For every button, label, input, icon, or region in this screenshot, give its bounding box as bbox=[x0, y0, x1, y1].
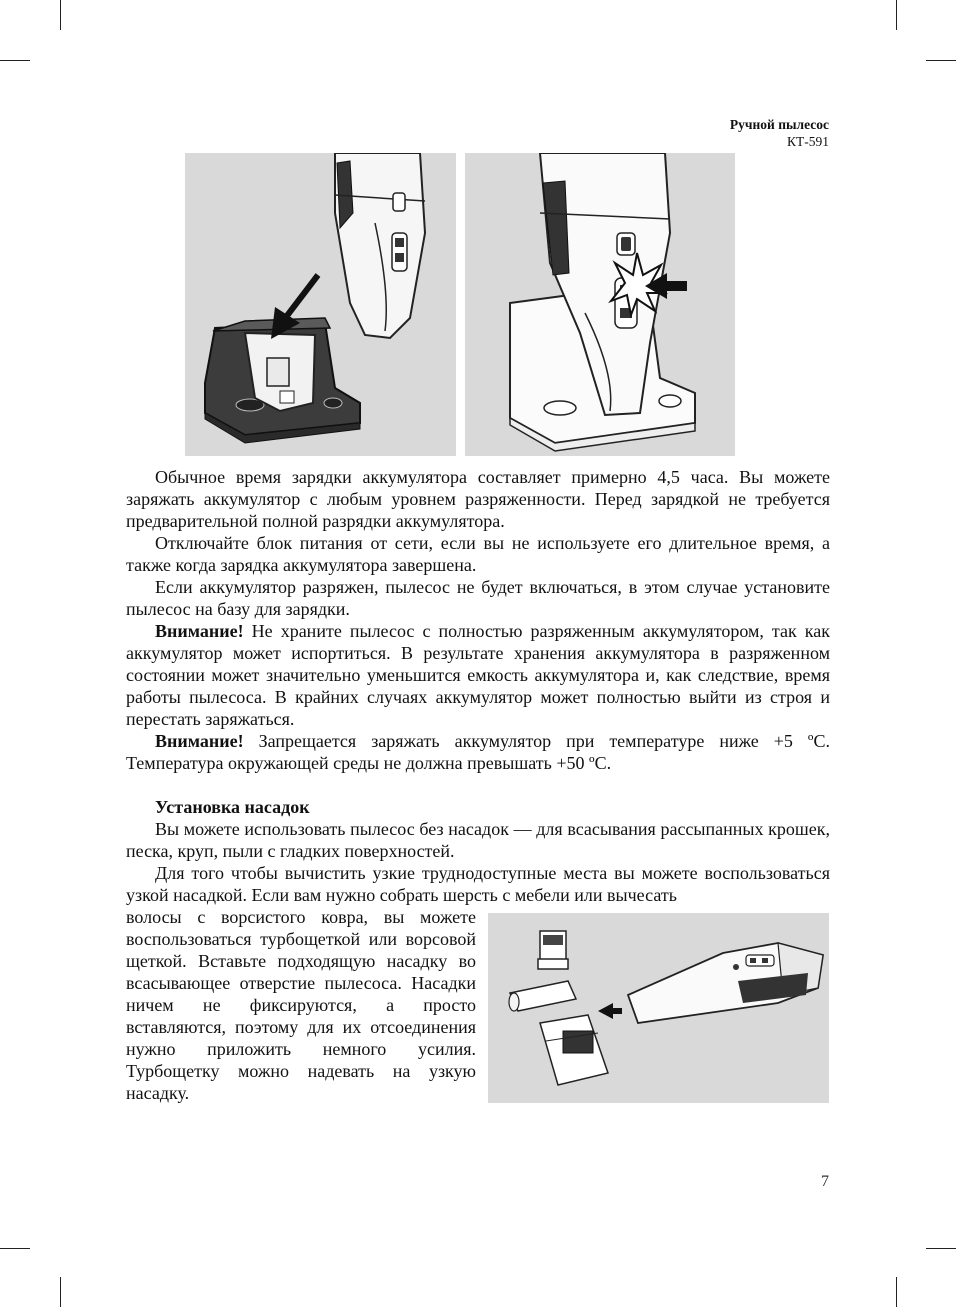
attachments-and-vacuum-illustration bbox=[488, 913, 829, 1103]
attachments-figure bbox=[488, 913, 829, 1103]
running-header bbox=[730, 116, 829, 150]
crop-mark bbox=[0, 60, 30, 61]
crop-mark bbox=[0, 1248, 30, 1249]
vacuum-on-base-indicator-illustration bbox=[465, 153, 735, 456]
paragraph: Обычное время зарядки аккумулятора составляет примерно 4,5 часа. Вы можете заряжать аккумулятор с любым уровнем разряженности. Перед зарядкой не требуется предварительной полной разрядки аккумулятора. bbox=[126, 467, 830, 531]
attachment-text bbox=[126, 906, 476, 1104]
warning-text: Запрещается заряжать аккумулятор при температуре ниже +5 ºС. Температура окружающей среды не должна превышать +50 ºС. bbox=[126, 731, 830, 773]
crop-mark bbox=[60, 1277, 61, 1307]
paragraph-warning bbox=[126, 730, 830, 774]
crop-mark bbox=[926, 60, 956, 61]
charging-base-figure-right bbox=[465, 153, 735, 456]
section-heading: Установка насадок bbox=[155, 797, 310, 817]
paragraph: Если аккумулятор разряжен, пылесос не будет включаться, в этом случае установите пылесос на базу для зарядки. bbox=[126, 577, 830, 619]
main-text bbox=[126, 466, 830, 906]
paragraph: Вы можете использовать пылесос без насадок — для всасывания рассыпанных крошек, песка, круп, пыли с гладких поверхностей. bbox=[126, 819, 830, 861]
header-title: Ручной пылесос bbox=[729, 117, 829, 132]
paragraph: Для того чтобы вычистить узкие труднодоступные места вы можете воспользоваться узкой насадкой. Если вам нужно собрать шерсть с мебели или вычесать bbox=[126, 863, 830, 905]
crop-mark bbox=[896, 0, 897, 30]
header-model: КТ-591 bbox=[787, 134, 829, 149]
vacuum-inserted-into-dark-base-illustration bbox=[185, 153, 456, 456]
warning-text: Не храните пылесос с полностью разряженным аккумулятором, так как аккумулятор может испортиться. В результате хранения аккумулятора в разряженном состоянии может значительно уменьшится емкость аккумулятора и, как следствие, время работы пылесоса. В крайних случаях аккумулятор может полностью выйти из строя и перестать заряжаться. bbox=[126, 621, 830, 729]
charging-base-figure-left bbox=[185, 153, 456, 456]
paragraph-continuation: волосы с ворсистого ковра, вы можете воспользоваться турбощеткой или ворсовой щеткой. Вставьте подходящую насадку во всасывающее отверстие пылесоса. Насадки ничем не фиксируются, а просто вставляются, поэтому для их отсоединения нужно приложить немного усилия. Турбощетку можно надевать на узкую насадку. bbox=[126, 907, 476, 1103]
warning-label: Внимание! bbox=[155, 731, 244, 751]
crop-mark bbox=[60, 0, 61, 30]
spacer bbox=[126, 774, 830, 796]
crop-mark bbox=[926, 1248, 956, 1249]
page-number: 7 bbox=[821, 1173, 829, 1190]
warning-label: Внимание! bbox=[155, 621, 244, 641]
paragraph-warning bbox=[126, 620, 830, 730]
crop-mark bbox=[896, 1277, 897, 1307]
paragraph: Отключайте блок питания от сети, если вы не используете его длительное время, а также когда зарядка аккумулятора завершена. bbox=[126, 533, 830, 575]
